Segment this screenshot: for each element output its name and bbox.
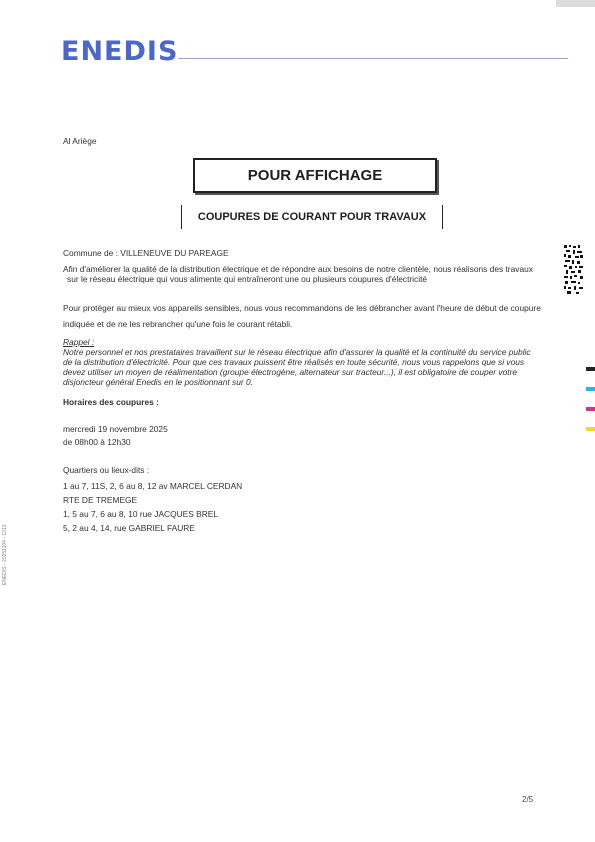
page-subtitle: COUPURES DE COURANT POUR TRAVAUX [197,211,427,223]
rappel-heading: Rappel : [63,337,95,347]
rappel-line: de la distribution d'électricité. Pour que ces travaux puissent être réalisés en toute sécurité, nous vous rappelons que si vous [63,357,525,367]
paragraph-line: Afin d'améliorer la qualité de la distribution électrique et de répondre aux besoins de notre clientèle, nous réalisons des travaux [63,264,533,274]
quartier-item: RTE DE TREMEGE [63,495,138,505]
rappel-block [63,337,563,387]
print-mark-black [586,367,595,371]
paragraph-line: sur le réseau électrique qui vous alimente qui entraîneront une ou plusieurs coupures d'électricité [67,274,428,284]
commune-line: Commune de : VILLENEUVE DU PAREAGE [63,248,229,258]
paragraph-improvement [63,264,563,284]
quartier-item: 5, 2 au 4, 14, rue GABRIEL FAURE [63,523,195,533]
schedule-date: mercredi 19 novembre 2025 [63,424,168,434]
paragraph-line: indiquée et de ne les rebrancher qu'une fois le courant rétabli. [63,319,293,329]
print-mark-magenta [586,407,595,411]
schedule-time: de 08h00 à 12h30 [63,437,131,447]
logo-text: ENEDIS [61,36,179,67]
schedule-heading: Horaires des coupures : [63,397,159,407]
margin-note: ENEDIS - 20251104 - 1313 [2,524,8,585]
print-mark-yellow [586,427,595,431]
quartiers-list [63,481,242,533]
page-number: 2/5 [522,795,534,804]
paragraph-protect [63,303,563,329]
paragraph-line: Pour protéger au mieux vos appareils sensibles, nous vous recommandons de les débrancher avant l'heure de début de coupure [63,303,541,313]
rappel-line: devez utiliser un moyen de réalimentation (groupe électrogène, alternateur sur tracteur...), il est obligatoire de couper votre [63,367,518,377]
enedis-logo [61,36,178,67]
quartiers-heading: Quartiers ou lieux-dits : [63,465,150,475]
schedule-block [63,424,168,447]
print-mark-cyan [586,387,595,391]
scan-corner-mark [556,0,595,7]
quartier-item: 1 au 7, 11S, 2, 6 au 8, 12 av MARCEL CERDAN [63,481,243,491]
quartier-item: 1, 5 au 7, 6 au 8, 10 rue JACQUES BREL [63,509,219,519]
subtitle-box [181,205,443,229]
rappel-line: Notre personnel et nos prestataires travaillent sur le réseau électrique afin d'assurer la qualité et la continuité du service public [63,347,531,357]
header-rule [178,58,568,59]
rappel-line: disjoncteur général Enedis en le positionnant sur 0. [63,377,253,387]
page-title: POUR AFFICHAGE [247,167,383,184]
datamatrix-code [564,245,584,295]
title-box [193,158,437,193]
addressee: Al Ariège [63,136,97,146]
